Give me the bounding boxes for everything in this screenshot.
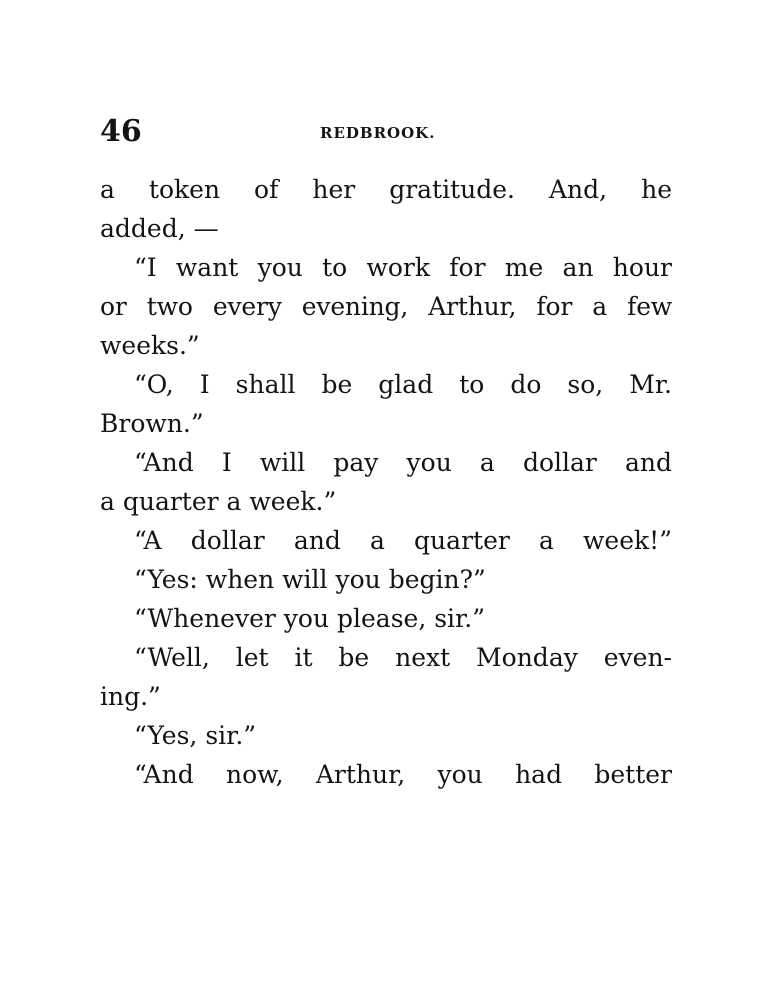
page-header	[100, 112, 672, 152]
text-line: weeks.”	[100, 331, 200, 360]
text-line: a quarter a week.”	[100, 487, 337, 516]
text-line: ing.”	[100, 682, 161, 711]
text-line: “Yes, sir.”	[134, 721, 257, 750]
text-line: Brown.”	[100, 409, 204, 438]
text-line: a token of her gratitude. And, he	[100, 175, 672, 204]
page-number: 46	[100, 114, 142, 149]
text-line: “Well, let it be next Monday even-	[134, 643, 672, 672]
text-line: added, —	[100, 214, 219, 243]
text-line: “Whenever you please, sir.”	[134, 604, 485, 633]
text-line: “And I will pay you a dollar and	[134, 448, 672, 477]
body-text	[100, 170, 672, 794]
text-line: “O, I shall be glad to do so, Mr.	[134, 370, 672, 399]
text-line: “Yes: when will you begin?”	[134, 565, 486, 594]
text-line: “And now, Arthur, you had better	[134, 760, 672, 789]
text-line: “A dollar and a quarter a week!”	[134, 526, 672, 555]
running-head: REDBROOK.	[320, 124, 436, 142]
text-line: “I want you to work for me an hour	[134, 253, 672, 282]
text-line: or two every evening, Arthur, for a few	[100, 292, 672, 321]
